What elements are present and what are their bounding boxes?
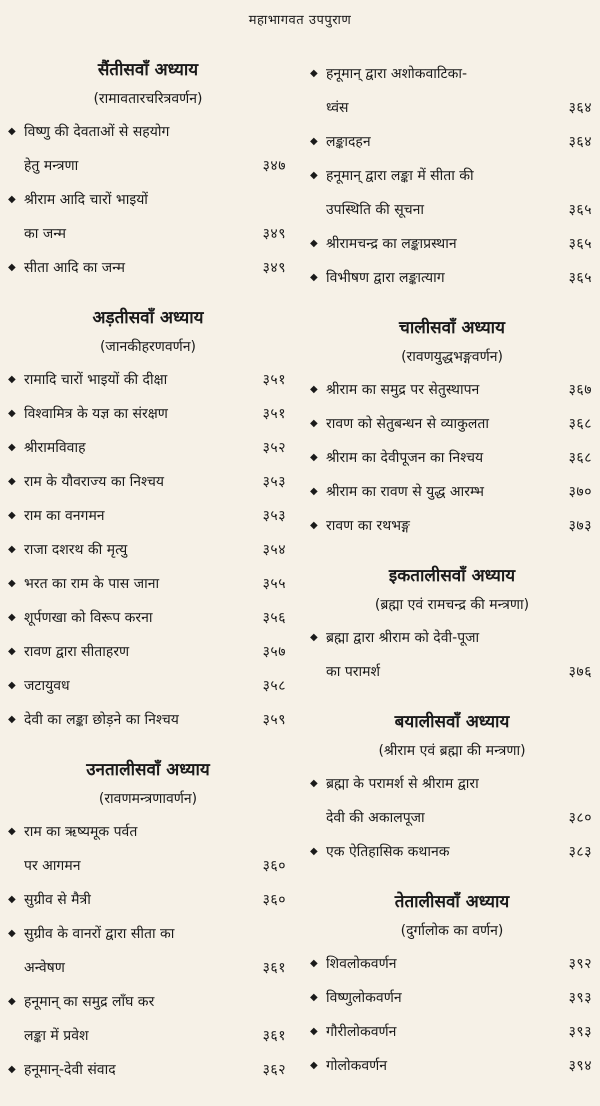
- toc-entry: [8, 566, 288, 600]
- toc-entry-line: [310, 654, 594, 688]
- toc-entry-line: [8, 916, 288, 950]
- chapter-title: अड़तीसवाँ अध्याय: [92, 308, 204, 328]
- toc-entry-text: भरत का राम के पास जाना: [24, 575, 160, 592]
- toc-entry-text: ब्रह्मा द्वारा श्रीराम को देवी-पूजा: [326, 629, 480, 646]
- toc-entry: [8, 634, 288, 668]
- page-number: ३९४: [568, 1057, 592, 1074]
- page-number: ३७३: [568, 517, 592, 534]
- chapter-section: [8, 56, 288, 284]
- toc-entry-line: [310, 508, 594, 542]
- page-number: ३४९: [262, 225, 286, 242]
- toc-entry-text: लङ्कादहन: [326, 133, 371, 150]
- diamond-bullet-icon: ◆: [8, 611, 16, 623]
- toc-entry-text: हनूमान् द्वारा अशोकवाटिका-: [326, 65, 468, 82]
- toc-entry-line: [310, 56, 594, 90]
- diamond-bullet-icon: ◆: [310, 135, 318, 147]
- toc-entry-line: [310, 834, 594, 868]
- toc-entry-line: [8, 848, 288, 882]
- toc-entry-text: रावण को सेतुबन्धन से व्याकुलता: [326, 415, 489, 432]
- toc-entry-line: [310, 192, 594, 226]
- toc-entry-line: [310, 372, 594, 406]
- toc-entry-line: [8, 396, 288, 430]
- page-number: ३८३: [568, 843, 592, 860]
- chapter-section: [8, 304, 288, 736]
- page-number: ३४९: [262, 259, 286, 276]
- chapter-subtitle: (श्रीराम एवं ब्रह्मा की मन्त्रणा): [378, 743, 526, 759]
- toc-entry: [310, 474, 594, 508]
- toc-entry-text: रावण का रथभङ्ग: [326, 517, 410, 534]
- chapter-subtitle: (दुर्गालोक का वर्णन): [400, 923, 504, 939]
- diamond-bullet-icon: ◆: [310, 67, 318, 79]
- diamond-bullet-icon: ◆: [8, 645, 16, 657]
- page-number: ३५६: [262, 609, 286, 626]
- chapter-title: उनतालीसवाँ अध्याय: [86, 760, 210, 780]
- diamond-bullet-icon: ◆: [310, 237, 318, 249]
- toc-entry-text: श्रीराम का रावण से युद्ध आरम्भ: [326, 483, 484, 500]
- diamond-bullet-icon: ◆: [310, 383, 318, 395]
- toc-entry: [310, 1014, 594, 1048]
- page-number: ३९२: [568, 955, 592, 972]
- toc-entry: [8, 882, 288, 916]
- diamond-bullet-icon: ◆: [8, 543, 16, 555]
- diamond-bullet-icon: ◆: [8, 679, 16, 691]
- chapter-subtitle: (रावणमन्त्रणावर्णन): [98, 791, 198, 807]
- toc-entry-text: राम का वनगमन: [24, 507, 105, 524]
- toc-entry-text: गौरीलोकवर्णन: [326, 1023, 397, 1040]
- page-number: ३६०: [262, 857, 286, 874]
- toc-entry-text: शूर्पणखा को विरूप करना: [24, 609, 153, 626]
- page-number: ३५४: [262, 541, 286, 558]
- diamond-bullet-icon: ◆: [8, 407, 16, 419]
- toc-entry-line: [310, 766, 594, 800]
- page-number: ३५७: [262, 643, 286, 660]
- toc-entry-text: श्रीराम का समुद्र पर सेतुस्थापन: [326, 381, 480, 398]
- toc-entry-text: एक ऐतिहासिक कथानक: [326, 843, 450, 860]
- toc-entry-text: सुग्रीव से मैत्री: [24, 891, 91, 908]
- toc-entry: [8, 250, 288, 284]
- toc-entry-text: पर आगमन: [24, 857, 81, 874]
- chapter-section: [310, 888, 594, 1082]
- diamond-bullet-icon: ◆: [310, 485, 318, 497]
- toc-entry-line: [8, 950, 288, 984]
- page-number: ३६८: [568, 449, 592, 466]
- toc-entry-text: विश्वामित्र के यज्ञ का संरक्षण: [24, 405, 168, 422]
- toc-entry: [8, 362, 288, 396]
- toc-entry: [310, 56, 594, 124]
- toc-entry-line: [8, 216, 288, 250]
- page-number: ३६४: [568, 133, 592, 150]
- chapter-subtitle: (ब्रह्मा एवं रामचन्द्र की मन्त्रणा): [374, 597, 530, 613]
- diamond-bullet-icon: ◆: [310, 845, 318, 857]
- diamond-bullet-icon: ◆: [8, 373, 16, 385]
- page-number: ३६१: [262, 1027, 286, 1044]
- toc-entry-text: गोलोकवर्णन: [326, 1057, 388, 1074]
- page-number: ३९३: [568, 989, 592, 1006]
- toc-entry-line: [8, 600, 288, 634]
- chapter-title: तेतालीसवाँ अध्याय: [394, 892, 510, 912]
- chapter-title: चालीसवाँ अध्याय: [399, 318, 505, 338]
- toc-entry-line: [8, 882, 288, 916]
- page-number: ३४७: [262, 157, 286, 174]
- diamond-bullet-icon: ◆: [310, 777, 318, 789]
- toc-entry-line: [8, 702, 288, 736]
- toc-entry: [310, 260, 594, 294]
- toc-entry-line: [310, 800, 594, 834]
- toc-entry-text: हनूमान्-देवी संवाद: [24, 1061, 116, 1078]
- page-number: ३६५: [568, 269, 592, 286]
- toc-entry-line: [8, 668, 288, 702]
- chapter-section: [310, 708, 594, 868]
- diamond-bullet-icon: ◆: [8, 927, 16, 939]
- toc-entry-line: [310, 90, 594, 124]
- toc-entry-line: [310, 1014, 594, 1048]
- toc-entry: [8, 916, 288, 984]
- toc-entry: [8, 984, 288, 1052]
- diamond-bullet-icon: ◆: [8, 125, 16, 137]
- toc-entry-line: [310, 1048, 594, 1082]
- diamond-bullet-icon: ◆: [310, 271, 318, 283]
- page-number: ३६७: [568, 381, 592, 398]
- chapter-title: बयालीसवाँ अध्याय: [394, 712, 510, 732]
- toc-entry-line: [8, 566, 288, 600]
- diamond-bullet-icon: ◆: [8, 713, 16, 725]
- toc-entry-line: [8, 984, 288, 1018]
- toc-entry-line: [8, 1052, 288, 1086]
- right-column: [310, 56, 594, 1102]
- toc-entry-line: [8, 532, 288, 566]
- toc-entry: [310, 620, 594, 688]
- diamond-bullet-icon: ◆: [8, 1063, 16, 1075]
- toc-entry: [310, 1048, 594, 1082]
- page-number: ३७६: [568, 663, 592, 680]
- toc-entry-line: [310, 946, 594, 980]
- toc-entry-line: [310, 124, 594, 158]
- toc-entry-line: [310, 158, 594, 192]
- toc-entry: [310, 406, 594, 440]
- toc-entry-text: राजा दशरथ की मृत्यु: [24, 541, 128, 558]
- page-number: ३६५: [568, 235, 592, 252]
- toc-entry-line: [310, 226, 594, 260]
- page-number: ३६०: [262, 891, 286, 908]
- diamond-bullet-icon: ◆: [8, 893, 16, 905]
- page-number: ३८०: [568, 809, 592, 826]
- chapter-subtitle: (जानकीहरणवर्णन): [99, 339, 197, 355]
- toc-entry: [310, 440, 594, 474]
- page-header: महाभागवत उपपुराण: [248, 13, 352, 28]
- toc-entry: [310, 124, 594, 158]
- toc-entry-text: लङ्का में प्रवेश: [24, 1027, 89, 1044]
- toc-entry: [8, 702, 288, 736]
- diamond-bullet-icon: ◆: [310, 169, 318, 181]
- toc-entry-text: श्रीरामविवाह: [24, 439, 86, 456]
- diamond-bullet-icon: ◆: [8, 193, 16, 205]
- toc-entry-text: रामादि चारों भाइयों की दीक्षा: [24, 371, 168, 388]
- toc-entry-text: का जन्म: [24, 225, 67, 242]
- toc-entry-text: रावण द्वारा सीताहरण: [24, 643, 130, 660]
- chapter-section: [310, 562, 594, 688]
- toc-entry: [310, 508, 594, 542]
- chapter-section: [310, 314, 594, 542]
- page-number: ३५९: [262, 711, 286, 728]
- diamond-bullet-icon: ◆: [310, 631, 318, 643]
- chapter-subtitle: (रामावतारचरित्रवर्णन): [93, 91, 203, 107]
- page-number: ३५५: [262, 575, 286, 592]
- toc-entry: [8, 114, 288, 182]
- toc-entry: [8, 464, 288, 498]
- toc-entry-text: विष्णु की देवताओं से सहयोग: [24, 123, 170, 140]
- chapter-subtitle: (रावणयुद्धभङ्गवर्णन): [401, 349, 503, 365]
- toc-entry-line: [8, 814, 288, 848]
- diamond-bullet-icon: ◆: [8, 261, 16, 273]
- toc-entry-text: श्रीरामचन्द्र का लङ्काप्रस्थान: [326, 235, 457, 252]
- page-number: ३६८: [568, 415, 592, 432]
- diamond-bullet-icon: ◆: [310, 451, 318, 463]
- toc-entry: [8, 498, 288, 532]
- page-number: ३५३: [262, 507, 286, 524]
- toc-entry: [8, 668, 288, 702]
- toc-entry: [8, 1052, 288, 1086]
- toc-entry: [310, 766, 594, 834]
- toc-entry: [8, 396, 288, 430]
- diamond-bullet-icon: ◆: [310, 519, 318, 531]
- toc-entry-line: [310, 474, 594, 508]
- toc-entry-text: हनूमान् का समुद्र लाँघ कर: [24, 993, 155, 1010]
- toc-entry-text: हेतु मन्त्रणा: [24, 157, 79, 174]
- page-number: ३७०: [568, 483, 592, 500]
- page-number: ३६२: [262, 1061, 286, 1078]
- diamond-bullet-icon: ◆: [8, 509, 16, 521]
- page-number: ३६४: [568, 99, 592, 116]
- toc-entry: [310, 372, 594, 406]
- toc-entry-line: [8, 464, 288, 498]
- toc-entry-text: हनूमान् द्वारा लङ्का में सीता की: [326, 167, 474, 184]
- chapter-title: सैंतीसवाँ अध्याय: [97, 60, 199, 80]
- toc-entry: [8, 600, 288, 634]
- toc-entry-line: [8, 114, 288, 148]
- toc-entry-line: [310, 260, 594, 294]
- toc-entry-line: [310, 440, 594, 474]
- toc-entry: [310, 158, 594, 226]
- toc-entry: [8, 532, 288, 566]
- toc-entry: [310, 834, 594, 868]
- toc-entry-text: ध्वंस: [326, 99, 349, 116]
- diamond-bullet-icon: ◆: [8, 475, 16, 487]
- diamond-bullet-icon: ◆: [310, 1025, 318, 1037]
- diamond-bullet-icon: ◆: [310, 957, 318, 969]
- toc-entry: [310, 226, 594, 260]
- chapter-section: [8, 756, 288, 1086]
- toc-entry-line: [8, 1018, 288, 1052]
- toc-entry: [310, 946, 594, 980]
- diamond-bullet-icon: ◆: [8, 995, 16, 1007]
- diamond-bullet-icon: ◆: [310, 417, 318, 429]
- toc-entry-line: [8, 634, 288, 668]
- toc-entry-text: विभीषण द्वारा लङ्कात्याग: [326, 269, 445, 286]
- toc-entry-line: [310, 620, 594, 654]
- page-number: ३६५: [568, 201, 592, 218]
- toc-entry-text: उपस्थिति की सूचना: [326, 201, 424, 218]
- diamond-bullet-icon: ◆: [8, 441, 16, 453]
- toc-entry-line: [310, 980, 594, 1014]
- toc-entry-line: [310, 406, 594, 440]
- toc-entry: [8, 430, 288, 464]
- toc-entry-text: सुग्रीव के वानरों द्वारा सीता का: [24, 925, 175, 942]
- diamond-bullet-icon: ◆: [310, 1059, 318, 1071]
- chapter-section: [310, 56, 594, 294]
- diamond-bullet-icon: ◆: [310, 991, 318, 1003]
- page-number: ३५२: [262, 439, 286, 456]
- diamond-bullet-icon: ◆: [8, 577, 16, 589]
- page-number: ३५१: [262, 405, 286, 422]
- page-number: ३६१: [262, 959, 286, 976]
- page-number: ३५१: [262, 371, 286, 388]
- toc-entry-text: का परामर्श: [326, 663, 381, 680]
- page-number: ३५८: [262, 677, 286, 694]
- toc-entry-text: देवी की अकालपूजा: [326, 809, 425, 826]
- toc-entry-line: [8, 148, 288, 182]
- toc-entry-text: श्रीराम आदि चारों भाइयों: [24, 191, 148, 208]
- toc-entry-text: जटायुवध: [24, 677, 70, 694]
- toc-entry-line: [8, 498, 288, 532]
- toc-entry-text: शिवलोकवर्णन: [326, 955, 397, 972]
- toc-entry: [8, 182, 288, 250]
- toc-entry-line: [8, 362, 288, 396]
- toc-entry: [8, 814, 288, 882]
- toc-entry-text: राम के यौवराज्य का निश्चय: [24, 473, 165, 490]
- page-number: ३९३: [568, 1023, 592, 1040]
- toc-entry-line: [8, 250, 288, 284]
- left-column: [8, 56, 288, 1106]
- toc-entry-text: ब्रह्मा के परामर्श से श्रीराम द्वारा: [326, 775, 479, 792]
- toc-entry: [310, 980, 594, 1014]
- diamond-bullet-icon: ◆: [8, 825, 16, 837]
- toc-entry-line: [8, 430, 288, 464]
- page-number: ३५३: [262, 473, 286, 490]
- toc-entry-text: विष्णुलोकवर्णन: [326, 989, 402, 1006]
- toc-entry-text: अन्वेषण: [24, 959, 65, 976]
- toc-entry-text: राम का ऋष्यमूक पर्वत: [24, 823, 138, 840]
- chapter-title: इकतालीसवाँ अध्याय: [388, 566, 516, 586]
- toc-entry-text: सीता आदि का जन्म: [24, 259, 126, 276]
- toc-entry-text: देवी का लङ्का छोड़ने का निश्चय: [24, 711, 179, 728]
- toc-entry-line: [8, 182, 288, 216]
- toc-entry-text: श्रीराम का देवीपूजन का निश्चय: [326, 449, 484, 466]
